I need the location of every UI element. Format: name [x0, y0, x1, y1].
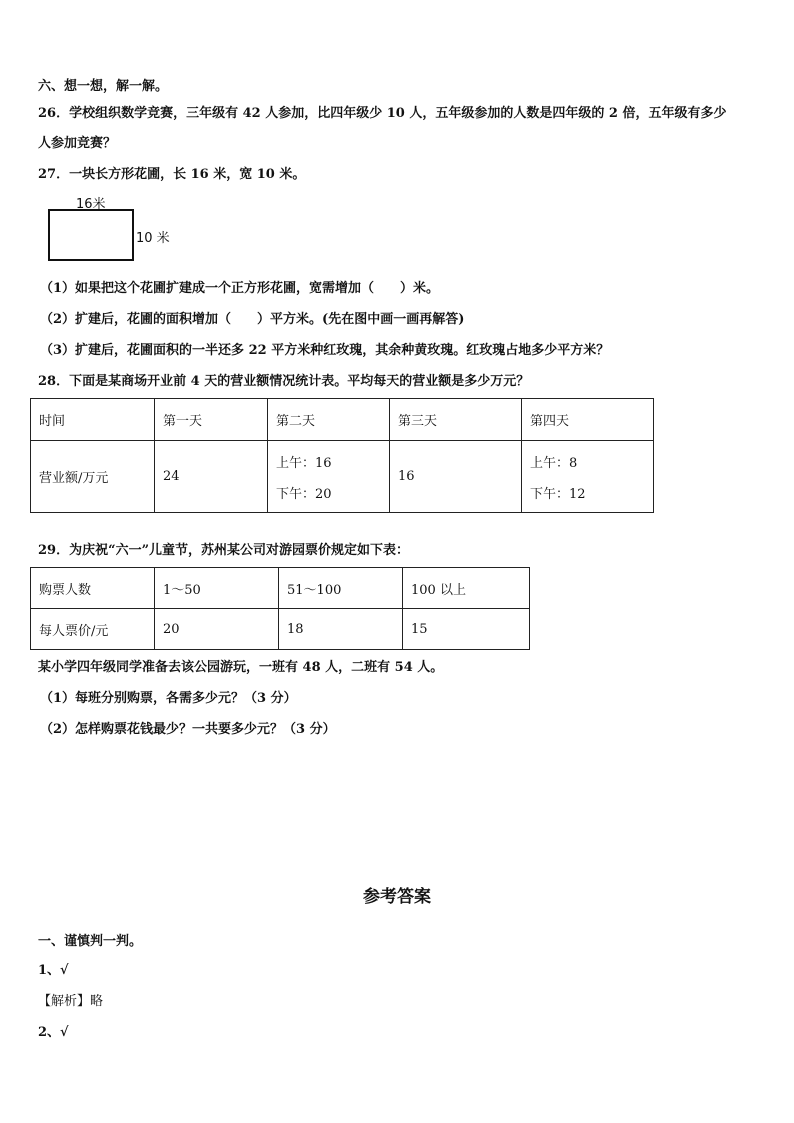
table-cell: 18 [279, 609, 403, 650]
ticket-table-row-count [31, 568, 530, 609]
answer-2: 2、√ [38, 1025, 69, 1040]
question-27-part1: （1）如果把这个花圃扩建成一个正方形花圃，宽需增加（ ）米。 [40, 281, 440, 296]
garden-length-label: 16米 [76, 197, 106, 212]
day4-morning: 上午：8 [530, 455, 578, 471]
garden-width-label: 10 米 [136, 231, 170, 246]
table-cell: 购票人数 [31, 568, 155, 609]
table-cell: 第四天 [522, 399, 654, 441]
table-cell [268, 441, 390, 513]
garden-rectangle [48, 209, 134, 261]
question-27-part2: （2）扩建后，花圃的面积增加（ ）平方米。(先在图中画一画再解答) [40, 312, 465, 327]
answer-1-analysis: 【解析】略 [38, 994, 104, 1009]
table-cell: 营业额/万元 [31, 441, 155, 513]
day4-afternoon: 下午：12 [530, 486, 586, 502]
garden-figure [46, 193, 176, 261]
answer-title: 参考答案 [363, 887, 431, 907]
table-cell: 时间 [31, 399, 155, 441]
table-cell: 15 [403, 609, 530, 650]
revenue-table-header-row [31, 399, 654, 441]
table-cell: 16 [390, 441, 522, 513]
question-27-stem: 27．一块长方形花圃，长 16 米，宽 10 米。 [38, 167, 306, 182]
question-28-stem: 28．下面是某商场开业前 4 天的营业额情况统计表。平均每天的营业额是多少万元？ [38, 374, 530, 389]
ticket-price-table [30, 567, 530, 650]
question-26-line2: 人参加竞赛？ [38, 136, 117, 151]
answer-section-heading-1: 一、谨慎判一判。 [38, 934, 143, 949]
table-cell: 100 以上 [403, 568, 530, 609]
day2-afternoon: 下午：20 [276, 486, 332, 502]
question-29-text: 某小学四年级同学准备去该公园游玩，一班有 48 人，二班有 54 人。 [38, 660, 444, 675]
revenue-table-data-row [31, 441, 654, 513]
ticket-table-row-price [31, 609, 530, 650]
day2-morning: 上午：16 [276, 455, 332, 471]
table-cell [522, 441, 654, 513]
question-29-stem: 29．为庆祝“六一”儿童节，苏州某公司对游园票价规定如下表： [38, 543, 410, 558]
answer-1: 1、√ [38, 963, 69, 978]
question-29-part2: （2）怎样购票花钱最少？一共要多少元？（3 分） [40, 722, 336, 737]
table-cell: 1～50 [155, 568, 279, 609]
section-heading-6: 六、想一想，解一解。 [38, 79, 169, 94]
question-27-part3: （3）扩建后，花圃面积的一半还多 22 平方米种红玫瑰，其余种黄玫瑰。红玫瑰占地多少平方米？ [40, 343, 610, 358]
question-29-part1: （1）每班分别购票，各需多少元？（3 分） [40, 691, 297, 706]
table-cell: 每人票价/元 [31, 609, 155, 650]
question-26-line1: 26．学校组织数学竞赛，三年级有 42 人参加，比四年级少 10 人，五年级参加的人数是四年级的 2 倍，五年级有多少 [38, 106, 727, 121]
table-cell: 24 [155, 441, 268, 513]
table-cell: 20 [155, 609, 279, 650]
table-cell: 第一天 [155, 399, 268, 441]
revenue-table [30, 398, 654, 513]
table-cell: 51～100 [279, 568, 403, 609]
table-cell: 第二天 [268, 399, 390, 441]
table-cell: 第三天 [390, 399, 522, 441]
